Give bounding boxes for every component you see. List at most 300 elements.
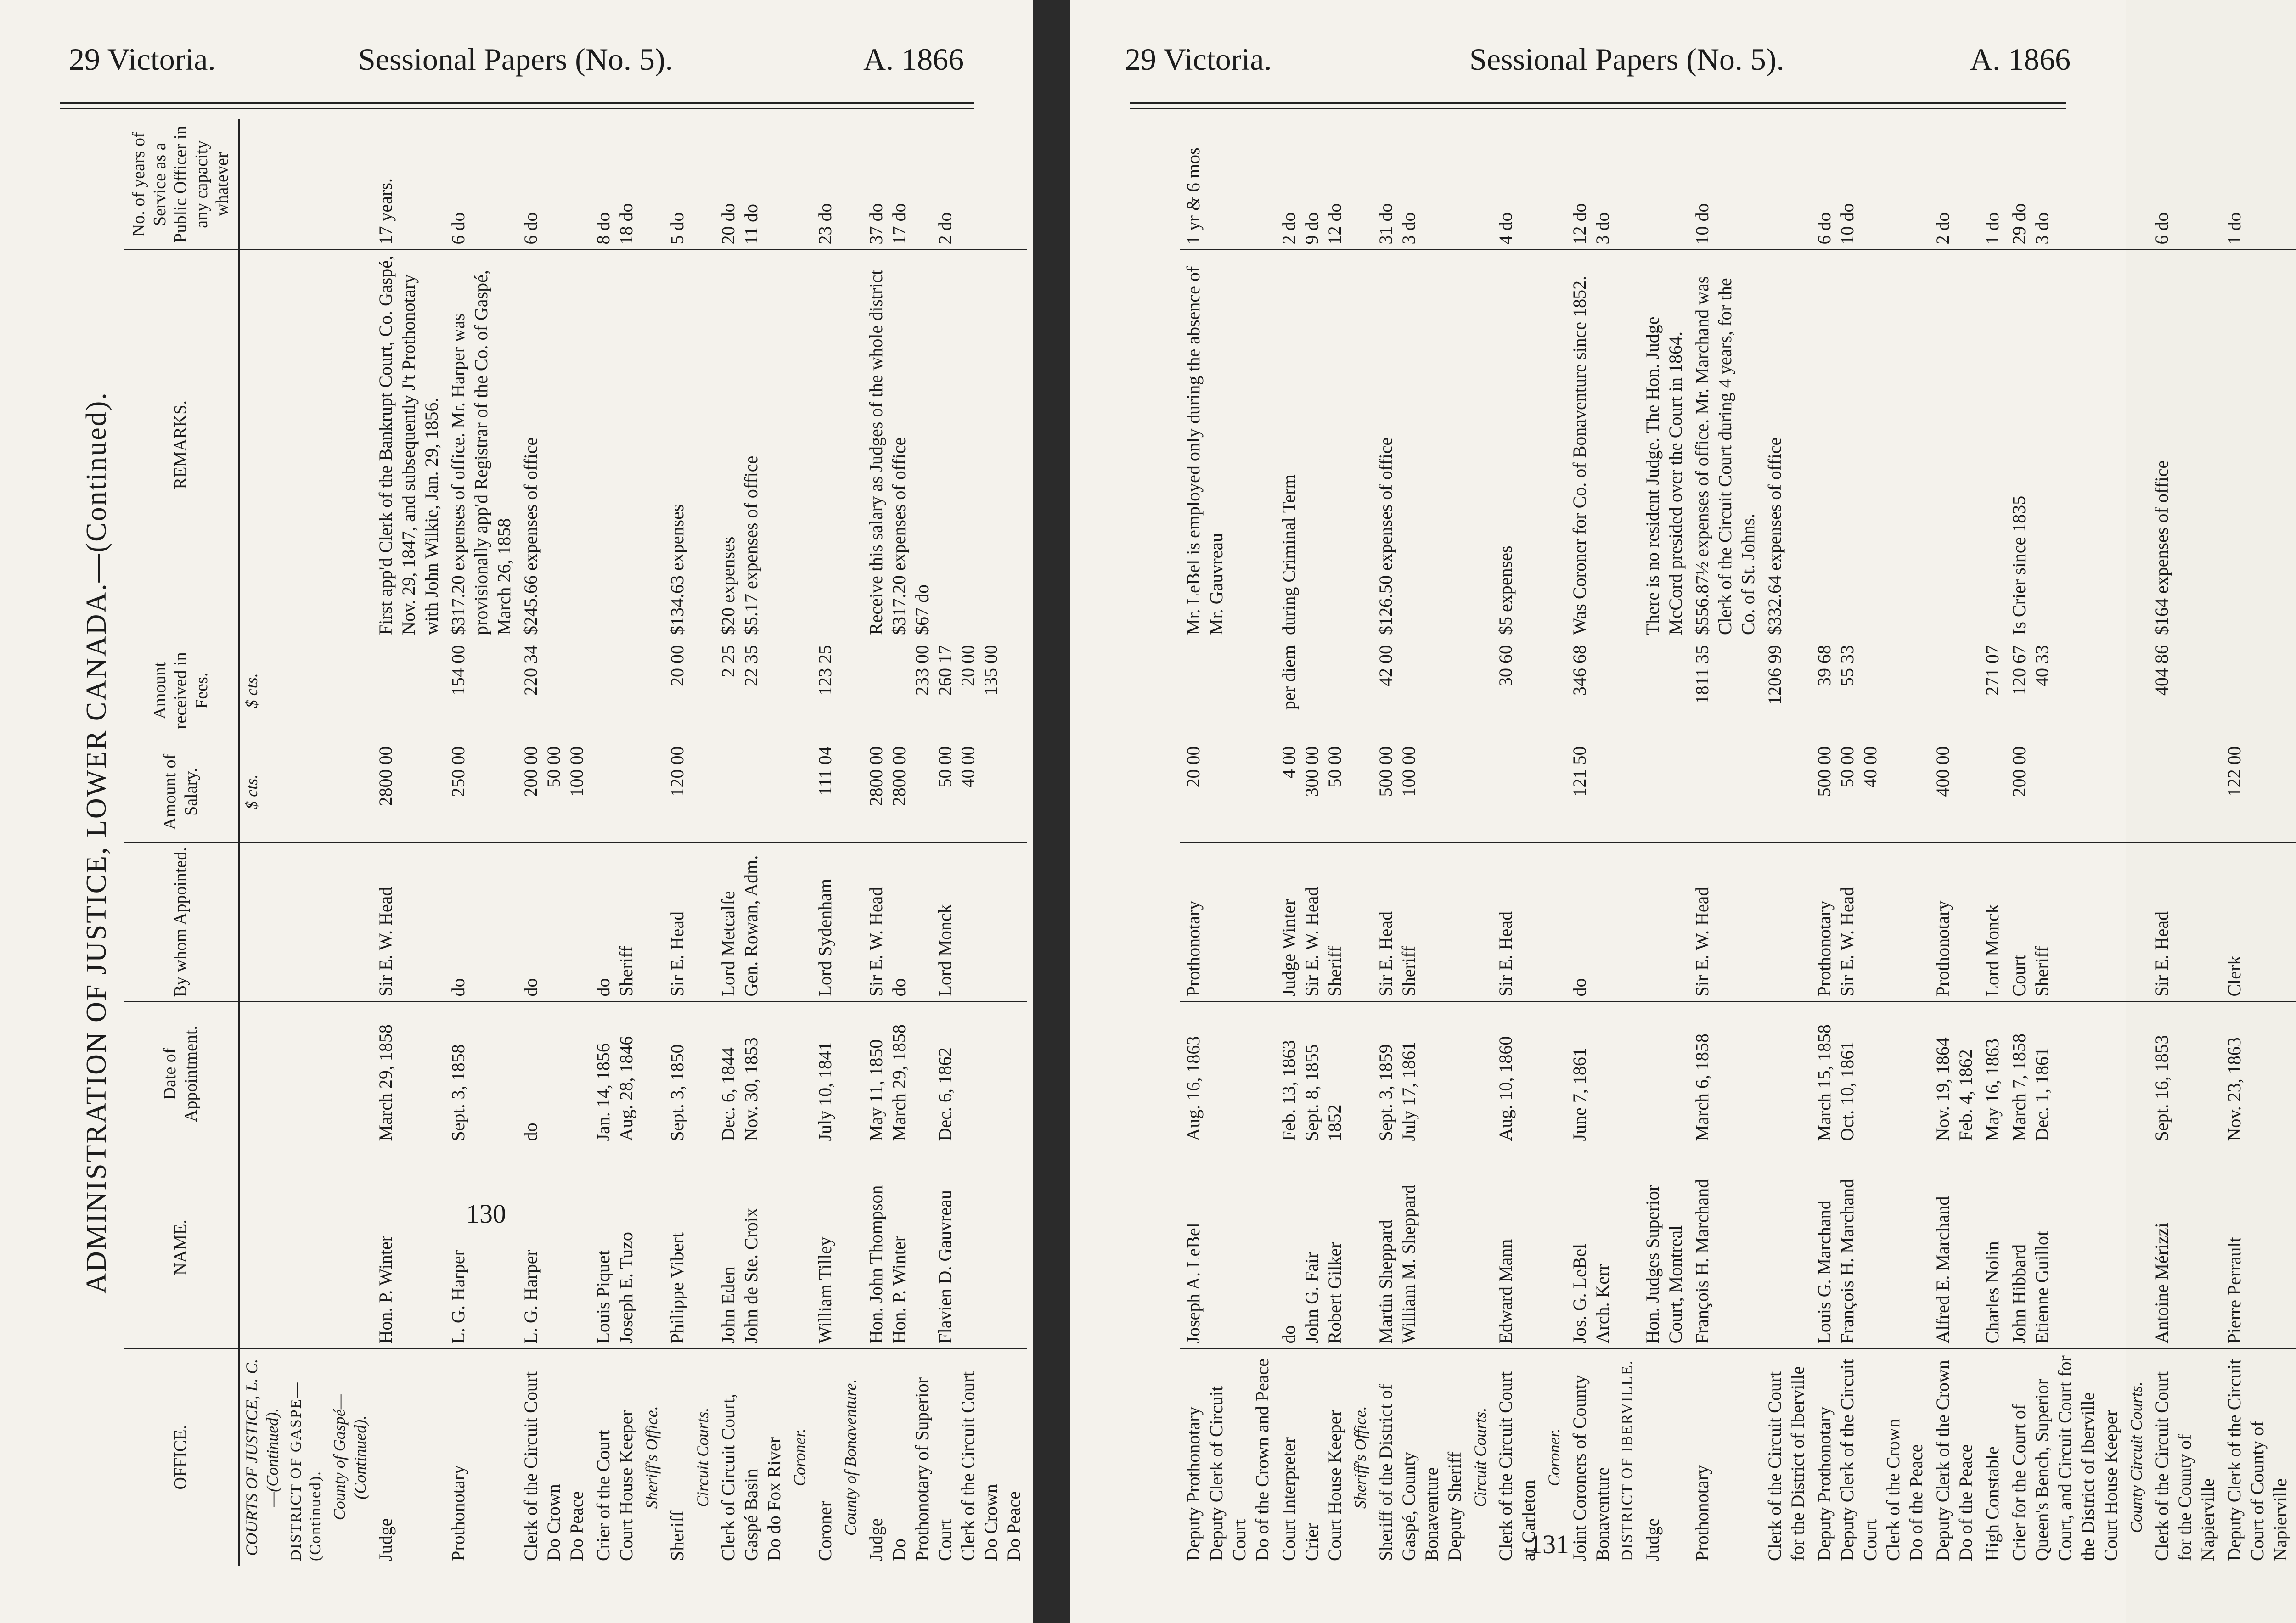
fees-cell [285, 640, 327, 741]
remarks-cell: during Criminal Term [1276, 250, 1348, 640]
table-row [1373, 119, 1468, 1566]
table-row [1492, 119, 1542, 1566]
salary-cell [1348, 741, 1373, 843]
name-cell: do John G. Fair Robert Gilker [1276, 1146, 1348, 1349]
salary-cell [640, 741, 664, 843]
years-cell [1542, 119, 1566, 250]
name-cell: John Eden John de Ste. Croix [715, 1146, 788, 1349]
remarks-cell [2294, 250, 2296, 640]
salary-cell [691, 741, 715, 843]
date-cell: Feb. 13, 1863 Sept. 8, 1855 1852 [1276, 1002, 1348, 1146]
salary-cell: 400 00 [1930, 741, 1979, 843]
years-cell [1616, 119, 1639, 250]
salary-cell [327, 741, 372, 843]
date-cell [838, 1002, 863, 1146]
table-row [2006, 119, 2124, 1566]
fees-cell [1180, 640, 1276, 741]
fees-cell [590, 640, 640, 741]
appointed-by-cell: Sir E. Head [664, 842, 691, 1002]
office-cell: Prothonotary [447, 1465, 468, 1561]
column-header-row [124, 119, 239, 1566]
fees-cell [1639, 640, 1689, 741]
date-cell [691, 1002, 715, 1146]
remarks-cell [2221, 250, 2294, 640]
appointed-by-cell: Sir E. Head [2149, 842, 2221, 1002]
office-cell: Sheriff's Office. [1351, 1406, 1369, 1509]
header-left: 29 Victoria. [1125, 42, 1272, 77]
fees-cell: 30 60 [1492, 640, 1542, 741]
years-cell [239, 119, 285, 250]
district-row [285, 119, 327, 1566]
fees-cell: 346 68 [1566, 640, 1616, 741]
office-cell: COURTS OF JUSTICE, L. C.—(Continued). [242, 1359, 281, 1556]
remarks-cell [812, 250, 838, 640]
header-rule [1130, 102, 2066, 104]
fees-cell [640, 640, 664, 741]
years-cell: 6 do 10 do [1811, 119, 1930, 250]
right-page [1070, 0, 2290, 1623]
appointed-by-cell [239, 842, 285, 1002]
salary-cell: 120 00 [664, 741, 691, 843]
date-cell: July 10, 1841 [812, 1002, 838, 1146]
appointed-by-cell: Sir E. W. Head [1689, 842, 1761, 1002]
date-cell: March 15, 1858 Oct. 10, 1861 [1811, 1002, 1930, 1146]
table-row [664, 119, 691, 1566]
name-cell [1616, 1146, 1639, 1349]
remarks-cell [1616, 250, 1639, 640]
table-row [1566, 119, 1616, 1566]
salary-cell: 122 00 [2221, 741, 2294, 843]
remarks-cell [691, 250, 715, 640]
appointed-by-cell [1348, 842, 1373, 1002]
name-cell: Antoine Mérizzi [2149, 1146, 2221, 1349]
salary-cell [715, 741, 788, 843]
date-cell [327, 1002, 372, 1146]
appointed-by-cell: do [1566, 842, 1616, 1002]
remarks-cell: $126.50 expenses of office [1373, 250, 1468, 640]
table-row [372, 119, 445, 1566]
name-cell [1542, 1146, 1566, 1349]
years-cell [1348, 119, 1373, 250]
salary-cell [1979, 741, 2006, 843]
table-row [1811, 119, 1930, 1566]
justice-table-left [124, 119, 1027, 1566]
years-cell: 6 do [445, 119, 518, 250]
date-cell: March 7, 1858 Dec. 1, 1861 [2006, 1002, 2124, 1146]
office-cell: Crier of the Court Court House Keeper [592, 1410, 636, 1561]
years-cell: 37 do 17 do 2 do [863, 119, 1027, 250]
fees-cell [2221, 640, 2294, 741]
date-cell: Sept. 3, 1859 July 17, 1861 [1373, 1002, 1468, 1146]
table-row [1276, 119, 1348, 1566]
header-rule-thin [1130, 108, 2066, 109]
years-cell: 6 do [2149, 119, 2221, 250]
name-cell [1348, 1146, 1373, 1349]
office-cell: Deputy Prothonotary Deputy Clerk of Circuit Court Do of the Crown and Peace [1183, 1359, 1272, 1561]
remarks-cell [838, 250, 863, 640]
salary-cell [1689, 741, 1761, 843]
years-cell [285, 119, 327, 250]
appointed-by-cell: Clerk [2221, 842, 2294, 1002]
office-cell: Judge [1642, 1518, 1663, 1561]
fees-cell: 1206 99 [1761, 640, 1811, 741]
name-cell [691, 1146, 715, 1349]
remarks-cell: $134.63 expenses [664, 250, 691, 640]
salary-cell [590, 741, 640, 843]
remarks-cell: There is no resident Judge. The Hon. Judge McCord presided over the Court in 1864. [1639, 250, 1689, 640]
fees-cell: 404 86 [2149, 640, 2221, 741]
remarks-cell [327, 250, 372, 640]
date-cell [1639, 1002, 1689, 1146]
header-center: Sessional Papers (No. 5). [1469, 42, 1784, 77]
years-cell [788, 119, 812, 250]
years-cell: 10 do [1689, 119, 1761, 250]
fees-cell [788, 640, 812, 741]
remarks-cell [788, 250, 812, 640]
rotated-content [1125, 119, 2290, 1566]
appointed-by-cell [1616, 842, 1639, 1002]
office-cell: Sheriff [666, 1510, 687, 1561]
name-cell: Jos. G. LeBel Arch. Kerr [1566, 1146, 1616, 1349]
district-row [1616, 119, 1639, 1566]
col-date: Date of Appointment. [124, 1002, 239, 1146]
salary-cell: 250 00 [445, 741, 518, 843]
date-cell [640, 1002, 664, 1146]
section-row [327, 119, 372, 1566]
date-cell: Sept. 3, 1850 [664, 1002, 691, 1146]
appointed-by-cell: Court Sheriff [2006, 842, 2124, 1002]
remarks-cell: Receive this salary as Judges of the whole district $317.20 expenses of office $67 do [863, 250, 1027, 640]
name-cell [2124, 1146, 2149, 1349]
date-cell: May 11, 1850 March 29, 1858 Dec. 6, 1862 [863, 1002, 1027, 1146]
salary-cell: 4 00 300 00 50 00 [1276, 741, 1348, 843]
salary-cell: 111 04 [812, 741, 838, 843]
date-cell [285, 1002, 327, 1146]
table-row [518, 119, 590, 1566]
remarks-cell [2124, 250, 2149, 640]
remarks-cell: $332.64 expenses of office [1761, 250, 1811, 640]
page-number-right: 131 [1529, 1529, 1569, 1559]
years-cell [1468, 119, 1492, 250]
table-row [1930, 119, 1979, 1566]
salary-cell: 500 00 100 00 [1373, 741, 1468, 843]
office-cell: Clerk of the Circuit Court for the District of Iberville [1764, 1366, 1808, 1561]
fees-cell: 42 00 [1373, 640, 1468, 741]
fees-cell [1616, 640, 1639, 741]
fees-cell: 120 67 40 33 [2006, 640, 2124, 741]
name-cell: John Hibbard Etienne Guillot [2006, 1146, 2124, 1349]
date-cell: Aug. 16, 1863 [1180, 1002, 1276, 1146]
left-page [0, 0, 1033, 1623]
remarks-cell [1930, 250, 1979, 640]
office-cell: Circuit Courts. [693, 1407, 712, 1507]
years-cell: 12 do 3 do [1566, 119, 1616, 250]
office-cell: Clerk of Circuit Court, Gaspé Basin Do do Fox River [717, 1393, 784, 1561]
header-right: A. 1866 [1970, 42, 2071, 77]
appointed-by-cell: Prothonotary [1930, 842, 1979, 1002]
header-left: 29 Victoria. [69, 42, 216, 77]
name-cell: Hon. Judges Superior Court, Montreal [1639, 1146, 1689, 1349]
table-title: ADMINISTRATION OF JUSTICE, LOWER CANADA.—(Continued). [81, 391, 112, 1294]
remarks-cell: Is Crier since 1835 [2006, 250, 2124, 640]
appointed-by-cell: do [445, 842, 518, 1002]
remarks-cell [239, 250, 285, 640]
date-cell [239, 1002, 285, 1146]
name-cell: Hon. P. Winter [372, 1146, 445, 1349]
name-cell: Philippe Vibert [664, 1146, 691, 1349]
years-cell: 8 do 18 do [590, 119, 640, 250]
section-row [1542, 119, 1566, 1566]
date-cell [1348, 1002, 1373, 1146]
years-cell [2124, 119, 2149, 250]
name-cell [640, 1146, 664, 1349]
header-rule [60, 102, 974, 104]
salary-cell: 200 00 50 00 100 00 [518, 741, 590, 843]
years-cell [838, 119, 863, 250]
rotated-content [69, 119, 1024, 1566]
office-cell: Judge [375, 1518, 396, 1561]
table-row [1979, 119, 2006, 1566]
date-cell [2294, 1002, 2296, 1146]
table-body-right [1180, 119, 2296, 1566]
fees-cell [1348, 640, 1373, 741]
appointed-by-cell [1468, 842, 1492, 1002]
office-cell: Judge Do Prothonotary of Superior Court Clerk of the Circuit Court Do Crown Do Peace [865, 1371, 1024, 1561]
date-cell: Aug. 10, 1860 [1492, 1002, 1542, 1146]
col-office: OFFICE. [124, 1349, 239, 1566]
fees-cell [838, 640, 863, 741]
salary-cell: 200 00 [2006, 741, 2124, 843]
page-header [1070, 41, 2126, 83]
table-row [1180, 119, 1276, 1566]
office-cell: Deputy Clerk of the Circuit Court of County of Napierville [2223, 1359, 2290, 1561]
fees-cell: 233 00 260 17 20 00 135 00 [863, 640, 1027, 741]
years-cell: 29 do 3 do [2006, 119, 2124, 250]
header-right: A. 1866 [863, 42, 964, 77]
name-cell [327, 1146, 372, 1349]
years-cell: 1 do [2221, 119, 2294, 250]
name-cell: Hon. John Thompson Hon. P. Winter Flavien D. Gauvreau [863, 1146, 1027, 1349]
name-cell: François H. Marchand [1689, 1146, 1761, 1349]
appointed-by-cell [640, 842, 664, 1002]
office-cell: Coroner. [790, 1428, 809, 1487]
years-cell: 4 do [1492, 119, 1542, 250]
name-cell: Martin Sheppard William M. Sheppard [1373, 1146, 1468, 1349]
table-row [863, 119, 1027, 1566]
rotated-table-wrap [1125, 119, 2290, 1566]
col-name: NAME. [124, 1146, 239, 1349]
office-cell: Sheriff's Office. [642, 1406, 661, 1509]
office-cell: Clerk of the Circuit Court for the County of Napierville [2151, 1371, 2218, 1561]
remarks-cell [640, 250, 664, 640]
salary-cell [1639, 741, 1689, 843]
years-cell: 5 do [664, 119, 691, 250]
table-title-spacer [1125, 119, 1180, 1566]
date-cell: June 7, 1861 [1566, 1002, 1616, 1146]
years-cell [2294, 119, 2296, 250]
salary-cell [2124, 741, 2149, 843]
section-row [788, 119, 812, 1566]
name-cell: L. G. Harper [518, 1146, 590, 1349]
office-cell: Coroner [814, 1500, 835, 1561]
office-cell: Deputy Prothonotary Deputy Clerk of the Circuit Court Clerk of the Crown Do of the Peace [1813, 1359, 1926, 1561]
years-cell [1761, 119, 1811, 250]
appointed-by-cell [838, 842, 863, 1002]
remarks-cell [1348, 250, 1373, 640]
office-cell: Court Interpreter Crier Court House Keeper [1278, 1410, 1345, 1561]
appointed-by-cell: Lord Sydenham [812, 842, 838, 1002]
office-cell: Deputy Clerk of the Crown Do of the Peace [1932, 1360, 1976, 1561]
fees-cell: 20 00 [664, 640, 691, 741]
table-row [715, 119, 788, 1566]
name-cell: Louis Piquet Joseph E. Tuzo [590, 1146, 640, 1349]
salary-cell [1492, 741, 1542, 843]
table-body-left [239, 119, 1027, 1566]
fees-cell [372, 640, 445, 741]
remarks-cell [1979, 250, 2006, 640]
appointed-by-cell: do Sheriff [590, 842, 640, 1002]
remarks-cell: $5 expenses [1492, 250, 1542, 640]
appointed-by-cell [1761, 842, 1811, 1002]
salary-cell [1616, 741, 1639, 843]
years-cell [691, 119, 715, 250]
date-cell: Dec. 6, 1844 Nov. 30, 1853 [715, 1002, 788, 1146]
section-row [2124, 119, 2149, 1566]
office-cell [2294, 1349, 2296, 1566]
page-header [0, 41, 1033, 83]
remarks-cell [1468, 250, 1492, 640]
header-center: Sessional Papers (No. 5). [358, 42, 673, 77]
justice-table-right [1180, 119, 2296, 1566]
years-cell: 23 do [812, 119, 838, 250]
name-cell: Alfred E. Marchand [1930, 1146, 1979, 1349]
appointed-by-cell [2294, 842, 2296, 1002]
salary-cell [1761, 741, 1811, 843]
date-cell: Sept. 3, 1858 [445, 1002, 518, 1146]
date-cell: Jan. 14, 1856 Aug. 28, 1846 [590, 1002, 640, 1146]
section-row [640, 119, 664, 1566]
appointed-by-cell [285, 842, 327, 1002]
date-cell [2124, 1002, 2149, 1146]
appointed-by-cell [1639, 842, 1689, 1002]
name-cell [838, 1146, 863, 1349]
col-fees: Amount received in Fees. [124, 640, 239, 741]
appointed-by-cell [327, 842, 372, 1002]
fees-cell: 123 25 [812, 640, 838, 741]
fees-cell: per diem [1276, 640, 1348, 741]
years-cell: 31 do 3 do [1373, 119, 1468, 250]
office-cell: DISTRICT OF GASPE—(Continued). [287, 1382, 324, 1561]
appointed-by-cell: Prothonotary Sir E. W. Head [1811, 842, 1930, 1002]
salary-cell [2149, 741, 2221, 843]
years-cell [327, 119, 372, 250]
fees-cell [2294, 640, 2296, 741]
salary-cell: 20 00 [1180, 741, 1276, 843]
appointed-by-cell: Sir E. Head [1492, 842, 1542, 1002]
appointed-by-cell [1542, 842, 1566, 1002]
remarks-cell: Was Coroner for Co. of Bonaventure since 1852. [1566, 250, 1616, 640]
table-row [2294, 119, 2296, 1566]
salary-cell [838, 741, 863, 843]
office-cell: Sheriff of the District of Gaspé, County Bonaventure Deputy Sheriff [1375, 1384, 1465, 1561]
appointed-by-cell: Sir E. W. Head [372, 842, 445, 1002]
date-cell: do [518, 1002, 590, 1146]
table-row [812, 119, 838, 1566]
fees-cell [327, 640, 372, 741]
salary-cell [285, 741, 327, 843]
fees-cell: 1811 35 [1689, 640, 1761, 741]
fees-cell: 220 34 [518, 640, 590, 741]
name-cell: Edward Mann [1492, 1146, 1542, 1349]
appointed-by-cell: Lord Metcalfe Gen. Rowan, Adm. [715, 842, 788, 1002]
office-cell: Crier for the Court of Queen's Bench, Superior Court, and Circuit Court for the District of Iberville Court House Keeper [2008, 1355, 2121, 1561]
section-row [239, 119, 285, 1566]
salary-cell: 2800 00 [372, 741, 445, 843]
office-cell: Clerk of the Circuit Court Do Crown Do Peace [520, 1371, 587, 1561]
date-cell [1468, 1002, 1492, 1146]
date-cell [1616, 1002, 1639, 1146]
office-cell: Prothonotary [1691, 1465, 1712, 1561]
fees-cell: 271 07 [1979, 640, 2006, 741]
name-cell [239, 1146, 285, 1349]
date-cell [1761, 1002, 1811, 1146]
name-cell [2294, 1146, 2296, 1349]
table-row [445, 119, 518, 1566]
salary-cell [788, 741, 812, 843]
appointed-by-cell [691, 842, 715, 1002]
office-cell: High Constable [1981, 1446, 2003, 1561]
date-cell [1542, 1002, 1566, 1146]
fees-cell: 2 25 22 35 [715, 640, 788, 741]
years-cell: 17 years. [372, 119, 445, 250]
years-cell: 1 do [1979, 119, 2006, 250]
years-cell [640, 119, 664, 250]
date-cell: March 29, 1858 [372, 1002, 445, 1146]
section-row [691, 119, 715, 1566]
salary-cell: $ cts. [239, 741, 285, 843]
years-cell: 2 do [1930, 119, 1979, 250]
name-cell: Joseph A. LeBel [1180, 1146, 1276, 1349]
office-cell: DISTRICT OF IBERVILLE. [1619, 1359, 1636, 1561]
salary-cell [1542, 741, 1566, 843]
appointed-by-cell: Sir E. Head Sheriff [1373, 842, 1468, 1002]
fees-cell: $ cts. [239, 640, 285, 741]
binding-gutter [1033, 0, 1070, 1623]
name-cell [1761, 1146, 1811, 1349]
appointed-by-cell: Lord Monck [1979, 842, 2006, 1002]
table-row [1689, 119, 1761, 1566]
section-row [838, 119, 863, 1566]
appointed-by-cell: do [518, 842, 590, 1002]
salary-cell: 2800 00 2800 00 50 00 40 00 [863, 741, 1027, 843]
salary-cell: 121 50 [1566, 741, 1616, 843]
office-cell: Coroner. [1545, 1428, 1563, 1487]
appointed-by-cell [2124, 842, 2149, 1002]
appointed-by-cell [788, 842, 812, 1002]
office-cell: County Circuit Courts. [2127, 1382, 2145, 1533]
remarks-cell: $245.66 expenses of office [518, 250, 590, 640]
remarks-cell: $20 expenses $5.17 expenses of office [715, 250, 788, 640]
salary-cell: 500 00 50 00 40 00 [1811, 741, 1930, 843]
office-cell: Circuit Courts. [1471, 1407, 1489, 1507]
appointed-by-cell: Sir E. W. Head do Lord Monck [863, 842, 1027, 1002]
name-cell [285, 1146, 327, 1349]
years-cell: 20 do 11 do [715, 119, 788, 250]
name-cell: Pierre Perrault [2221, 1146, 2294, 1349]
col-remarks: REMARKS. [124, 250, 239, 640]
remarks-cell: Mr. LeBel is employed only during the absence of Mr. Gauvreau [1180, 250, 1276, 640]
col-years: No. of years of Service as a Public Officer in any capacity whatever [124, 119, 239, 250]
